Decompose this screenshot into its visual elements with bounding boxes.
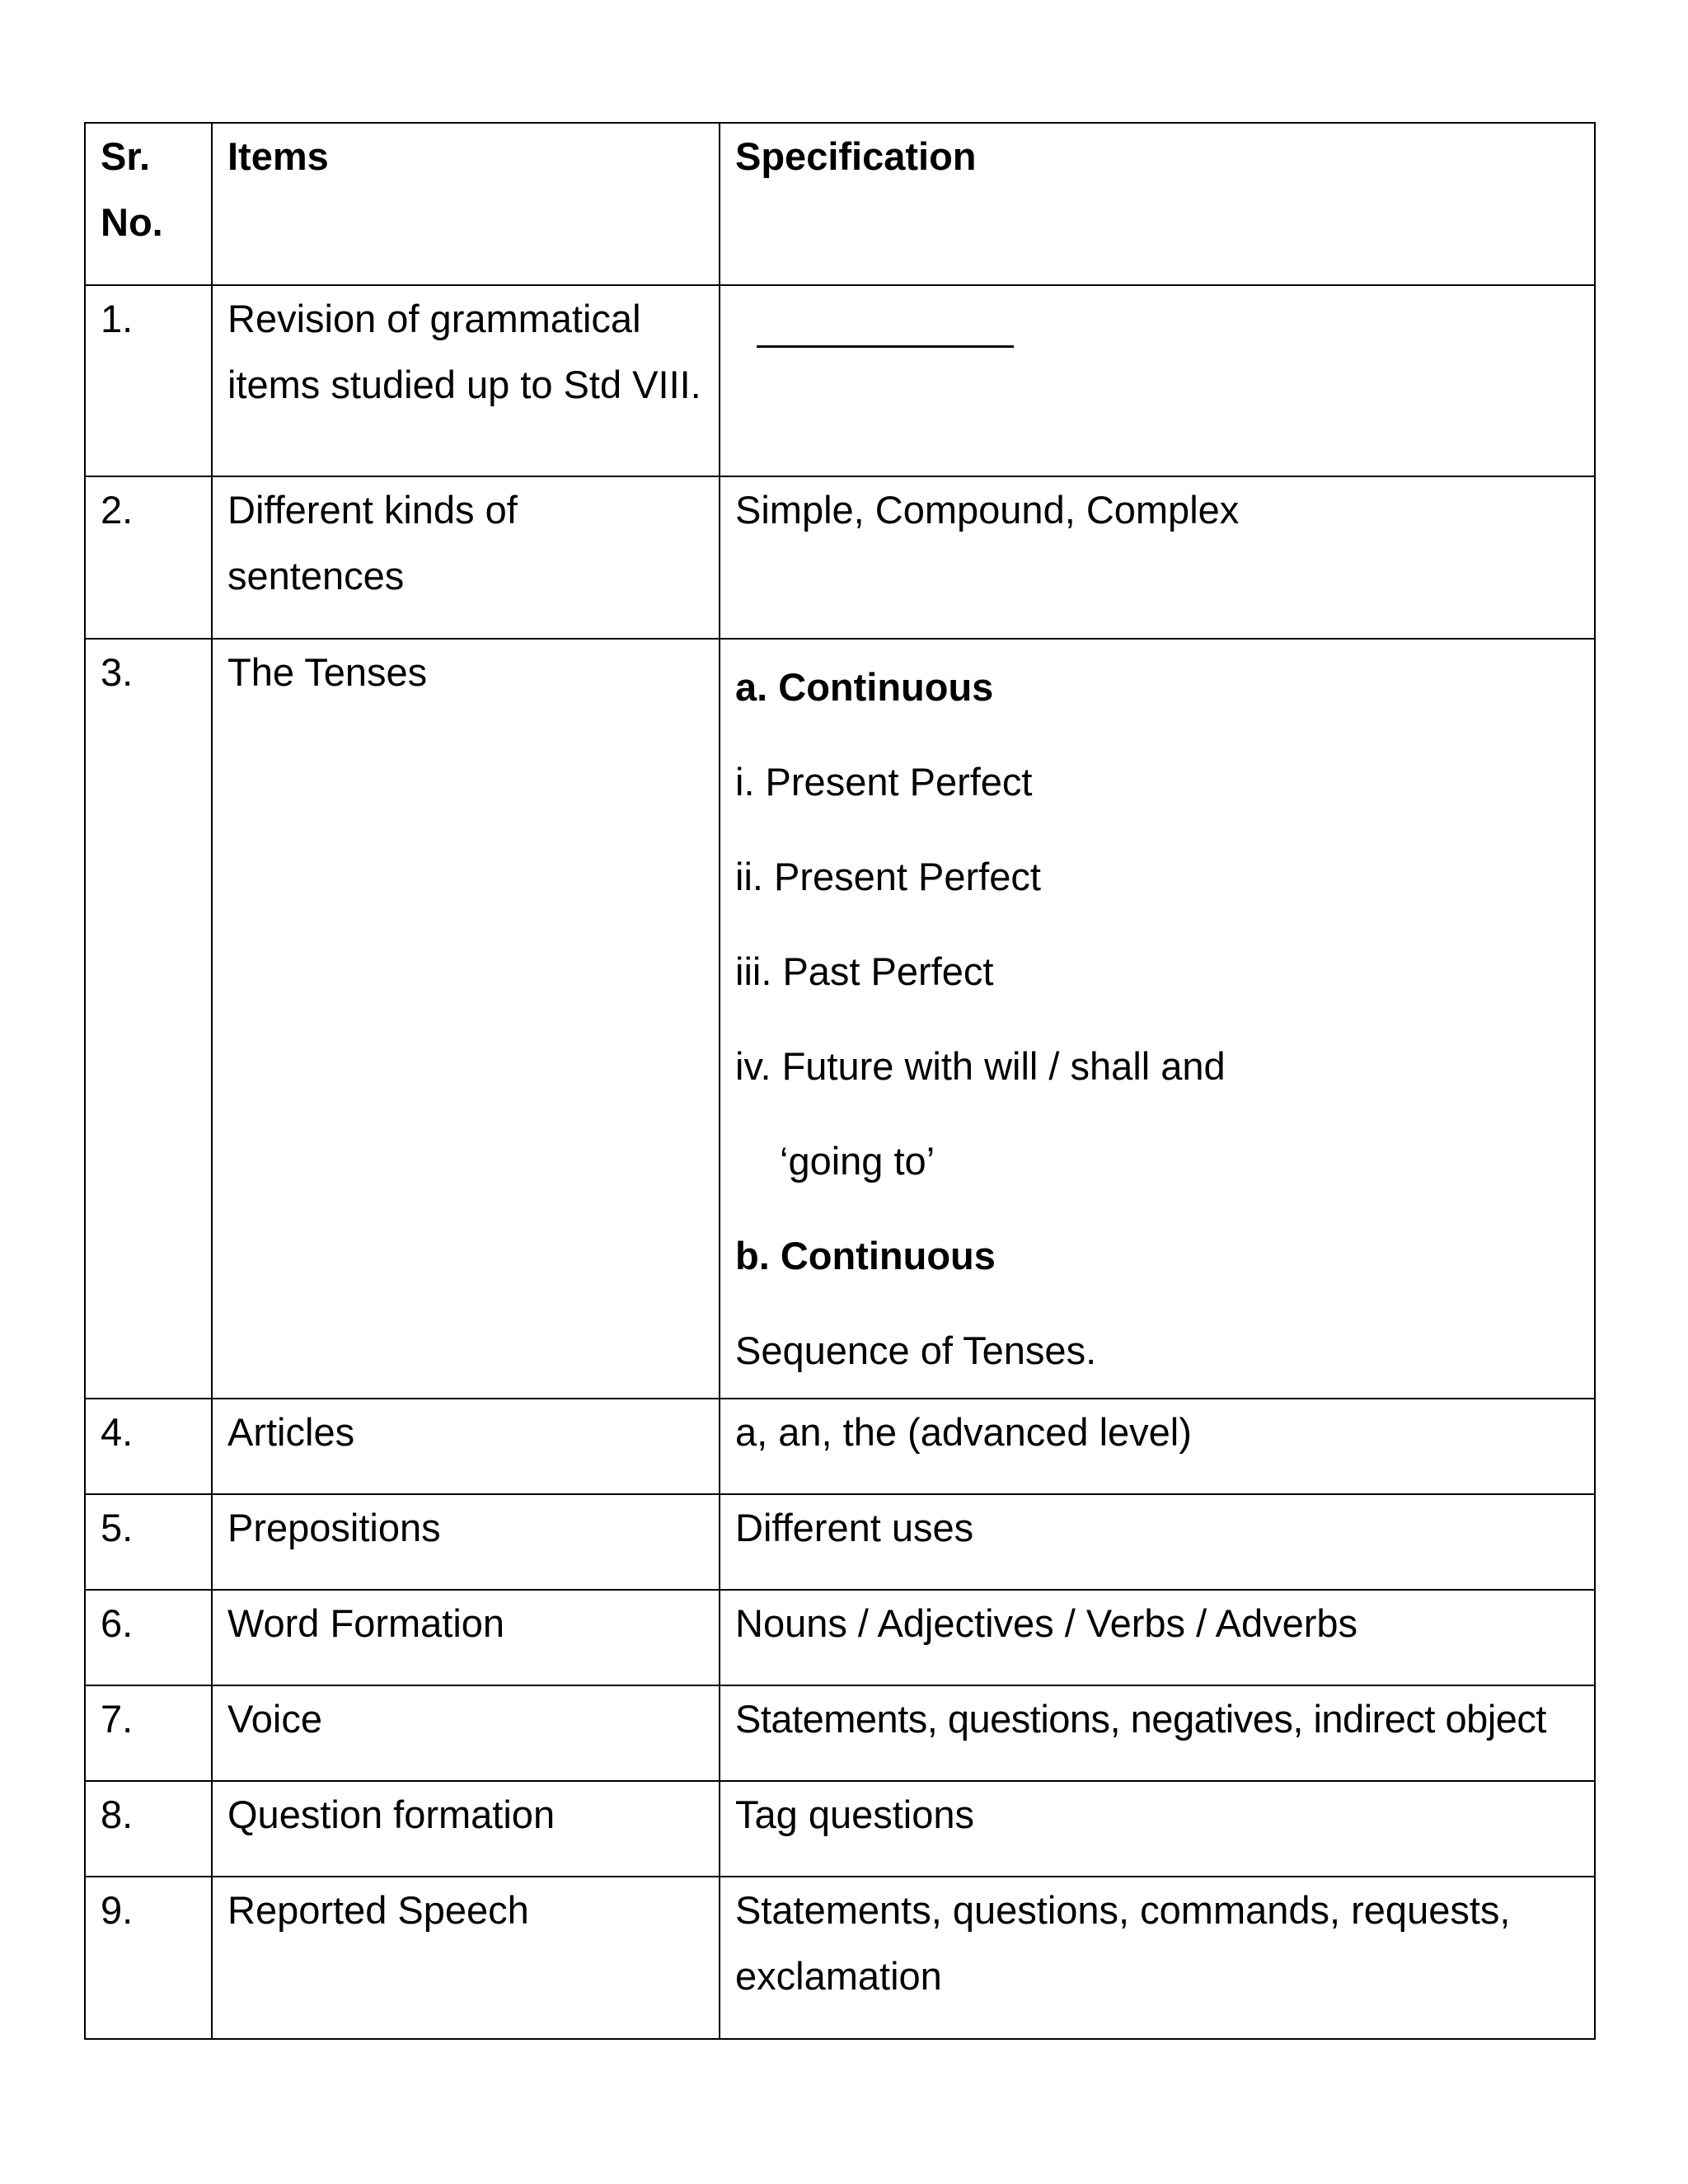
sr-no-cell: 8.: [85, 1781, 212, 1877]
header-row: [85, 123, 1595, 285]
spec-line: ‘going to’: [780, 1139, 935, 1183]
sr-no-cell: 3.: [85, 639, 212, 1399]
spec-cell: Tag questions: [720, 1781, 1595, 1877]
item-cell: Revision of grammatical items studied up to Std VIII.: [212, 285, 720, 476]
spec-cell: Statements, questions, commands, requests, exclamation: [720, 1877, 1595, 2039]
spec-cell: Different uses: [720, 1494, 1595, 1590]
header-specification: Specification: [720, 123, 1595, 285]
table-row: [85, 1877, 1595, 2039]
sr-no-cell: 6.: [85, 1590, 212, 1685]
table-row: [85, 639, 1595, 1399]
table-row: [85, 285, 1595, 476]
spec-line: a. Continuous: [735, 665, 994, 709]
spec-line: iv. Future with will / shall and: [735, 1044, 1226, 1088]
spec-cell: [720, 285, 1595, 476]
sr-no-cell: 7.: [85, 1685, 212, 1781]
spec-cell: Nouns / Adjectives / Verbs / Adverbs: [720, 1590, 1595, 1685]
header-sr-line2: No.: [101, 200, 163, 244]
item-cell: Word Formation: [212, 1590, 720, 1685]
spec-line: b. Continuous: [735, 1234, 996, 1277]
spec-cell: a, an, the (advanced level): [720, 1399, 1595, 1494]
item-cell: Voice: [212, 1685, 720, 1781]
item-cell: Different kinds of sentences: [212, 476, 720, 639]
item-cell: Question formation: [212, 1781, 720, 1877]
header-items: Items: [212, 123, 720, 285]
item-cell: Articles: [212, 1399, 720, 1494]
table-row: [85, 1399, 1595, 1494]
table-row: [85, 1685, 1595, 1781]
blank-answer-line: [757, 345, 1014, 348]
spec-line: ii. Present Perfect: [735, 855, 1041, 898]
sr-no-cell: 1.: [85, 285, 212, 476]
table-row: [85, 476, 1595, 639]
spec-line: iii. Past Perfect: [735, 949, 994, 993]
spec-cell: Statements, questions, negatives, indirect object: [720, 1685, 1595, 1781]
table-row: [85, 1781, 1595, 1877]
header-sr-no: [85, 123, 212, 285]
sr-no-cell: 2.: [85, 476, 212, 639]
sr-no-cell: 4.: [85, 1399, 212, 1494]
item-cell: Reported Speech: [212, 1877, 720, 2039]
sr-no-cell: 5.: [85, 1494, 212, 1590]
item-cell: Prepositions: [212, 1494, 720, 1590]
spec-line: Sequence of Tenses.: [735, 1329, 1097, 1372]
spec-cell: [720, 639, 1595, 1399]
table-row: [85, 1590, 1595, 1685]
spec-line: i. Present Perfect: [735, 760, 1033, 804]
spec-cell: Simple, Compound, Complex: [720, 476, 1595, 639]
syllabus-table: [84, 122, 1596, 2040]
header-sr-line1: Sr.: [101, 134, 151, 178]
item-cell: The Tenses: [212, 639, 720, 1399]
sr-no-cell: 9.: [85, 1877, 212, 2039]
table-row: [85, 1494, 1595, 1590]
